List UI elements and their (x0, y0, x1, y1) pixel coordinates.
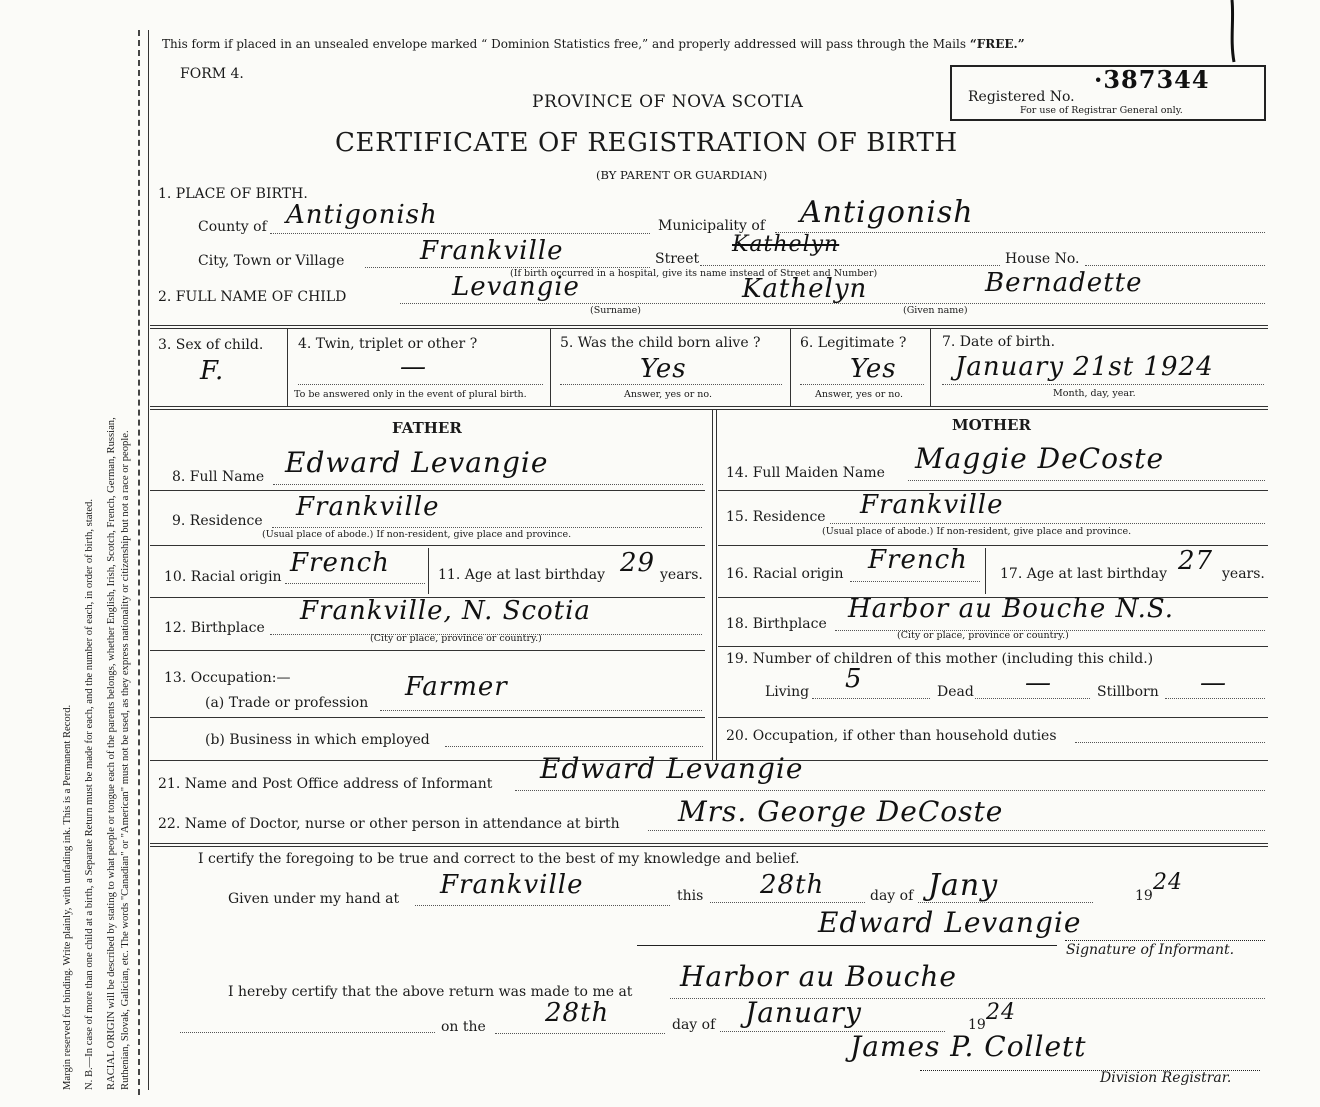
dob-label: 7. Date of birth. (942, 334, 1056, 350)
dead-value: — (1025, 668, 1052, 698)
father-residence-note: (Usual place of abode.) If non-resident, give place and province. (262, 529, 572, 540)
place-of-birth-label: 1. PLACE OF BIRTH. (158, 186, 308, 202)
father-residence-line (272, 527, 702, 528)
child-given-name-value: Kathelyn (742, 274, 868, 304)
alive-value: Yes (640, 354, 687, 384)
father-row-line-5 (150, 717, 705, 718)
mail-free: “FREE.” (969, 37, 1025, 51)
alive-label: 5. Was the child born alive ? (560, 335, 761, 351)
city-label: City, Town or Village (198, 253, 345, 269)
row-divider-top-2 (150, 328, 1268, 329)
trade-label: (a) Trade or profession (205, 695, 369, 711)
registrar-day-line (495, 1033, 665, 1034)
father-occupation-label: 13. Occupation:— (164, 670, 291, 686)
registrar-day-of-label: day of (672, 1017, 716, 1033)
father-race-label: 10. Racial origin (164, 569, 282, 585)
child-name-label: 2. FULL NAME OF CHILD (158, 289, 347, 305)
county-line (270, 233, 650, 234)
parents-divider (712, 410, 713, 760)
street-label: Street (655, 251, 700, 267)
trade-line (380, 710, 702, 711)
father-birthplace-note: (City or place, province or country.) (370, 633, 542, 644)
certify-statement: I certify the foregoing to be true and correct to the best of my knowledge and belief. (198, 851, 800, 867)
alive-note: Answer, yes or no. (624, 389, 713, 400)
county-value: Antigonish (286, 200, 438, 230)
father-row-line-4 (150, 650, 705, 651)
given-place-value: Frankville (440, 870, 584, 900)
sex-value: F. (200, 356, 225, 386)
mother-age-value: 27 (1178, 546, 1214, 576)
father-heading: FATHER (392, 419, 462, 437)
registrar-statement: I hereby certify that the above return was made to me at (228, 984, 633, 1000)
house-number-label: House No. (1005, 251, 1080, 267)
mother-race-line (850, 581, 980, 582)
mother-birthplace-value: Harbor au Bouche N.S. (848, 594, 1175, 624)
municipality-line (775, 232, 1265, 233)
form-number: FORM 4. (180, 66, 244, 82)
mother-birthplace-label: 18. Birthplace (726, 616, 827, 632)
row-divider-parents (150, 406, 1268, 407)
father-age-value: 29 (620, 548, 656, 578)
twin-note: To be answered only in the event of plural birth. (294, 389, 527, 400)
registrar-year-prefix: 19 (968, 1017, 986, 1033)
children-count-label: 19. Number of children of this mother (including this child.) (726, 651, 1154, 667)
doctor-value: Mrs. George DeCoste (678, 795, 1004, 828)
stillborn-label: Stillborn (1097, 684, 1159, 700)
twin-value: — (400, 352, 427, 382)
twin-label: 4. Twin, triplet or other ? (298, 336, 478, 352)
registrar-on-the-label: on the (441, 1019, 486, 1035)
row-divider-v4 (930, 328, 931, 406)
street-line (700, 265, 1000, 266)
father-age-unit: years. (660, 567, 703, 583)
doctor-label: 22. Name of Doctor, nurse or other person in attendance at birth (158, 816, 620, 832)
mother-name-line (908, 480, 1265, 481)
dead-label: Dead (937, 684, 974, 700)
mother-race-value: French (868, 545, 968, 575)
signature-line-right (1065, 940, 1265, 941)
mother-birthplace-note: (City or place, province or country.) (897, 630, 1069, 641)
row-divider-v3 (790, 328, 791, 406)
father-row-line-1 (150, 490, 705, 491)
father-name-value: Edward Levangie (285, 446, 549, 479)
margin-note-racial-origin-1: RACIAL ORIGIN will be described by stating to what people or tongue each of the parents belongs, whether English, Irish, Scotch, French, German, Russian, (106, 417, 117, 1090)
mother-race-label: 16. Racial origin (726, 566, 844, 582)
doctor-line (648, 830, 1265, 831)
living-value: 5 (845, 664, 863, 694)
margin-note-binding: Margin reserved for binding. Write plainly, with unfading ink. This is a Permanent Record. (62, 704, 73, 1090)
form-left-border (148, 30, 149, 1090)
registrar-lead-line (180, 1032, 435, 1033)
father-birthplace-label: 12. Birthplace (164, 620, 265, 636)
twin-line (298, 384, 543, 385)
row-divider-top (150, 325, 1268, 326)
mother-occupation-line (1075, 742, 1265, 743)
mother-residence-note: (Usual place of abode.) If non-resident, give place and province. (822, 526, 1132, 537)
mother-occupation-label: 20. Occupation, if other than household duties (726, 728, 1057, 744)
municipality-value: Antigonish (800, 195, 974, 230)
certify-month-value: Jany (928, 868, 999, 903)
certify-day-of-label: day of (870, 888, 914, 904)
county-label: County of (198, 219, 267, 235)
mother-age-unit: years. (1222, 566, 1265, 582)
certify-year-value: 24 (1153, 870, 1183, 895)
stillborn-line (1165, 698, 1265, 699)
hospital-note: (If birth occurred in a hospital, give its name instead of Street and Number) (510, 268, 878, 279)
child-middle-name-value: Bernadette (985, 268, 1143, 298)
registrar-day-value: 28th (545, 998, 610, 1028)
certify-year-prefix: 19 (1135, 888, 1153, 904)
certify-day-value: 28th (760, 870, 825, 900)
dob-line (942, 384, 1264, 385)
dob-value: January 21st 1924 (955, 352, 1214, 382)
row-divider-v2 (550, 328, 551, 406)
margin-note-multiple-births: N. B.—In case of more than one child at a birth, a Separate Return must be made for each, and the number of each, in order of birth, stated. (84, 499, 95, 1090)
registrar-place-value: Harbor au Bouche (680, 960, 957, 993)
father-name-line (273, 484, 703, 485)
street-value: Kathelyn (732, 232, 840, 257)
registrar-signature-label: Division Registrar. (1100, 1070, 1232, 1086)
stillborn-value: — (1200, 668, 1227, 698)
registered-number-value: ·387344 (1094, 65, 1210, 94)
business-line (445, 746, 703, 747)
alive-line (560, 384, 782, 385)
father-residence-label: 9. Residence (172, 513, 263, 529)
city-value: Frankville (420, 236, 564, 266)
mother-residence-line (830, 523, 1265, 524)
registered-label: Registered No. (968, 89, 1075, 105)
legitimate-value: Yes (850, 354, 897, 384)
registered-note: For use of Registrar General only. (1020, 105, 1183, 116)
mother-row-line-4 (718, 646, 1268, 647)
mother-name-label: 14. Full Maiden Name (726, 465, 885, 481)
father-race-value: French (290, 548, 390, 578)
legitimate-note: Answer, yes or no. (815, 389, 904, 400)
given-under-label: Given under my hand at (228, 891, 400, 907)
informant-signature: Edward Levangie (818, 906, 1082, 939)
given-name-note: (Given name) (903, 305, 968, 316)
margin-note-racial-origin-2: Ruthenian, Slovak, Galician, etc. The words "Canadian" or "American" must not be used, as they express nationality or citizenship but not a race or people. (120, 430, 131, 1090)
informant-label: 21. Name and Post Office address of Informant (158, 776, 493, 792)
parents-divider-2 (716, 410, 717, 760)
father-birthplace-value: Frankville, N. Scotia (300, 596, 591, 626)
informant-line (515, 790, 1265, 791)
given-place-line (415, 905, 670, 906)
legitimate-label: 6. Legitimate ? (800, 335, 907, 351)
row-divider-certify (150, 843, 1268, 844)
house-number-line (1085, 265, 1265, 266)
row-divider-certify-2 (150, 846, 1268, 847)
mother-age-label: 17. Age at last birthday (1000, 566, 1168, 582)
informant-signature-label: Signature of Informant. (1066, 942, 1235, 958)
father-residence-value: Frankville (296, 492, 440, 522)
row-divider-v1 (287, 328, 288, 406)
mother-name-value: Maggie DeCoste (915, 442, 1165, 475)
dead-line (975, 698, 1090, 699)
business-label: (b) Business in which employed (205, 732, 430, 748)
legitimate-line (800, 384, 924, 385)
mother-race-divider (985, 548, 986, 594)
registrar-year-value: 24 (986, 1000, 1016, 1025)
father-name-label: 8. Full Name (172, 469, 265, 485)
mail-notice: This form if placed in an unsealed envelope marked “ Dominion Statistics free,” and properly addressed will pass through the Mails “FREE.” (162, 37, 1025, 51)
mother-heading: MOTHER (952, 416, 1031, 434)
trade-value: Farmer (405, 672, 508, 702)
registered-number-box (950, 65, 1266, 121)
informant-value: Edward Levangie (540, 752, 804, 785)
municipality-label: Municipality of (658, 218, 766, 234)
registrar-signature: James P. Collett (850, 1030, 1087, 1063)
sex-label: 3. Sex of child. (158, 337, 264, 353)
pen-mark (1210, 0, 1250, 70)
row-divider-parents-2 (150, 409, 1268, 410)
mother-row-line-5 (718, 717, 1268, 718)
province-heading: PROVINCE OF NOVA SCOTIA (532, 92, 804, 112)
registrar-month-value: January (745, 996, 862, 1029)
certificate-title: CERTIFICATE OF REGISTRATION OF BIRTH (335, 128, 958, 158)
signature-line (637, 945, 1057, 946)
certificate-subtitle: (BY PARENT OR GUARDIAN) (596, 168, 768, 182)
binding-margin-line (138, 30, 140, 1095)
dob-note: Month, day, year. (1053, 388, 1136, 399)
father-race-divider (428, 548, 429, 594)
father-race-line (285, 583, 425, 584)
mother-residence-value: Frankville (860, 490, 1004, 520)
living-line (812, 698, 930, 699)
living-label: Living (765, 684, 810, 700)
this-label: this (677, 888, 704, 904)
mother-residence-label: 15. Residence (726, 509, 826, 525)
child-surname-value: Levangie (452, 272, 580, 302)
father-age-label: 11. Age at last birthday (438, 567, 606, 583)
father-row-line-2 (150, 545, 705, 546)
surname-note: (Surname) (590, 305, 641, 316)
day-line (710, 902, 865, 903)
